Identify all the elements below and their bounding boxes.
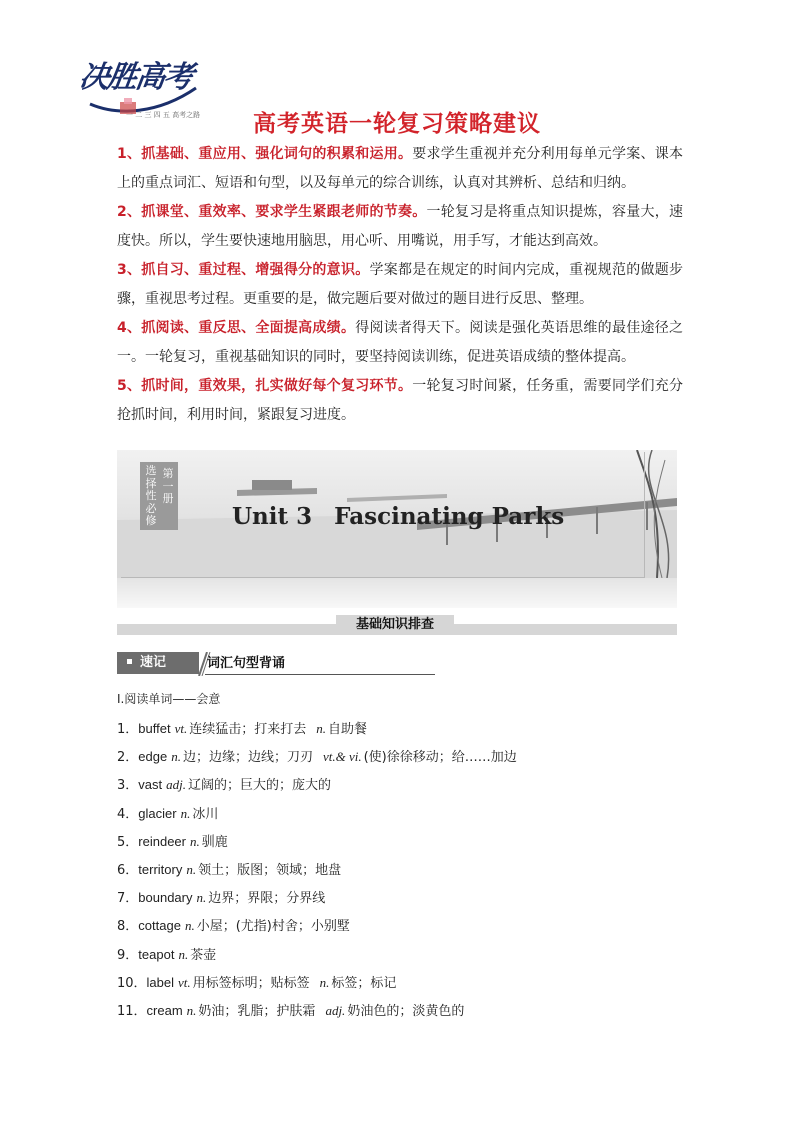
vocab-pos: n.: [319, 974, 330, 990]
vocab-item: [117, 912, 683, 940]
vocab-pos: n.: [178, 946, 189, 962]
vocab-pos: n.: [180, 805, 191, 821]
sub-underline: [205, 674, 435, 675]
vocab-item: [117, 828, 683, 856]
vocab-word: edge: [138, 749, 168, 765]
logo-subtext: 一 二 三 四 五 高考之路: [126, 111, 201, 119]
strategy-item: [117, 140, 683, 198]
unit-title: [232, 503, 564, 530]
vocab-item: [117, 743, 683, 771]
vocab-number: 10．: [117, 975, 147, 991]
vocab-definition: 奶油色的；淡黄色的: [347, 1004, 465, 1020]
vocab-number: 5．: [117, 834, 139, 850]
strategy-item: [117, 256, 683, 314]
banner-shadow: [117, 578, 677, 608]
vocab-definition: 冰川: [192, 806, 219, 822]
vocab-definition: 标签；标记: [331, 975, 397, 991]
vocab-definition: 自助餐: [327, 722, 367, 737]
strategy-highlight: 5、抓时间，重效果，扎实做好每个复习环节。: [117, 378, 413, 394]
vocab-item: [117, 997, 683, 1025]
vocab-definition: 茶壶: [190, 947, 217, 963]
strategy-highlight: 4、抓阅读、重反思、全面提高成绩。: [117, 320, 356, 336]
strategy-body: 学案都是在规定的时间内完成，重视规范的做题步骤，重视思考过程。更重要的是，做完题后要对做过的题目进行反思、整理。: [117, 262, 684, 307]
book-label-col2: 第一册: [162, 467, 174, 505]
vocab-number: 11．: [117, 1004, 147, 1020]
vocab-item: [117, 771, 683, 799]
vocab-word: teapot: [138, 946, 175, 962]
strategy-item: [117, 372, 683, 430]
vocab-list: [117, 715, 683, 1025]
vocab-word: territory: [138, 862, 183, 878]
vocab-pos: n.: [316, 721, 326, 736]
sub-header: [117, 652, 437, 676]
vocab-item: [117, 941, 683, 969]
unit-number: Unit 3: [232, 503, 313, 530]
vocab-pos: vt.: [174, 721, 188, 736]
vocab-pos: n.: [186, 1003, 197, 1019]
vocab-definition: 边；边缘；边线；刀刃: [182, 750, 313, 766]
strategy-body: 一轮复习是将重点知识提炼，容量大，速度快。所以，学生要快速地用脑思，用心听、用嘴说，用手写，才能达到高效。: [117, 204, 683, 249]
strategy-body: 一轮复习时间紧，任务重，需要同学们充分抢抓时间，利用时间，紧跟复习进度。: [117, 378, 683, 423]
strategy-item: [117, 314, 683, 372]
strategy-highlight: 3、抓自习、重过程、增强得分的意识。: [117, 262, 370, 278]
vocab-pos: vt.: [178, 974, 191, 990]
vocab-pos: n.: [186, 862, 197, 878]
vocab-word: cottage: [138, 918, 181, 934]
vocab-definition: 奶油；乳脂；护肤霜: [198, 1004, 316, 1020]
vocab-word: buffet: [138, 721, 171, 736]
vocab-pos: n.: [189, 833, 200, 849]
vocab-definition: 辽阔的；巨大的；庞大的: [188, 778, 332, 794]
book-label-col1: 选择性必修: [145, 464, 157, 527]
section-label: 基础知识排查: [336, 615, 454, 635]
vocab-definition: 边界；界限；分界线: [208, 891, 326, 907]
vocab-pos: vt.& vi.: [322, 749, 362, 765]
vocab-word: boundary: [138, 890, 193, 906]
vocab-heading: Ⅰ.阅读单词——会意: [117, 692, 221, 706]
strategy-item: [117, 198, 683, 256]
sub-title: 词汇句型背诵: [207, 656, 286, 671]
vocab-pos: adj.: [325, 1003, 346, 1019]
vocab-word: vast: [138, 777, 163, 793]
vocab-word: cream: [146, 1003, 183, 1019]
vocab-number: 6．: [117, 863, 139, 879]
strategy-list: [117, 140, 683, 430]
vocab-definition: 连续猛击；打来打去: [189, 722, 307, 737]
vocab-item: [117, 800, 683, 828]
vocab-definition: (使)徐徐移动；给……加边: [363, 750, 517, 766]
vocab-number: 7．: [117, 891, 139, 907]
book-label: [140, 462, 178, 530]
strategy-highlight: 1、抓基础、重应用、强化词句的积累和运用。: [117, 146, 413, 162]
vocab-number: 1．: [117, 722, 139, 737]
vocab-item: [117, 856, 683, 884]
vocab-definition: 领土；版图；领域；地盘: [198, 863, 342, 879]
vocab-number: 9．: [117, 947, 139, 963]
vocab-word: glacier: [138, 805, 177, 821]
vocab-pos: n.: [184, 918, 195, 934]
unit-name: Fascinating Parks: [334, 503, 565, 530]
sub-tag: [117, 652, 199, 674]
vocab-word: reindeer: [138, 833, 186, 849]
vocab-definition: 用标签标明；贴标签: [192, 975, 310, 991]
vocab-item: [117, 884, 683, 912]
vocab-number: 4．: [117, 806, 139, 822]
strategy-body: 得阅读者得天下。阅读是强化英语思维的最佳途径之一。一轮复习，重视基础知识的同时，要坚持阅读训练，促进英语成绩的整体提高。: [117, 320, 683, 365]
vocab-number: 2．: [117, 750, 139, 766]
vocab-word: label: [146, 974, 175, 990]
logo-text: 决胜高考: [77, 60, 194, 95]
vocab-item: [117, 969, 683, 997]
vocab-definition: 小屋；(尤指)村舍；小别墅: [196, 919, 350, 935]
vocab-pos: n.: [171, 749, 181, 765]
vocab-definition: 驯鹿: [201, 834, 228, 850]
page-title: 高考英语一轮复习策略建议: [253, 111, 541, 137]
vocab-pos: n.: [196, 890, 207, 906]
strategy-highlight: 2、抓课堂、重效率、要求学生紧跟老师的节奏。: [117, 204, 427, 220]
vocab-number: 8．: [117, 919, 139, 935]
vocab-item: [117, 715, 683, 743]
sub-tag-label: 速记: [140, 655, 167, 670]
vocab-number: 3．: [117, 778, 139, 794]
square-bullet-icon: [127, 659, 132, 664]
strategy-body: 要求学生重视并充分利用每单元学案、课本上的重点词汇、短语和句型，以及每单元的综合训练，认真对其辨析、总结和归纳。: [117, 146, 683, 191]
vocab-pos: adj.: [166, 777, 186, 793]
